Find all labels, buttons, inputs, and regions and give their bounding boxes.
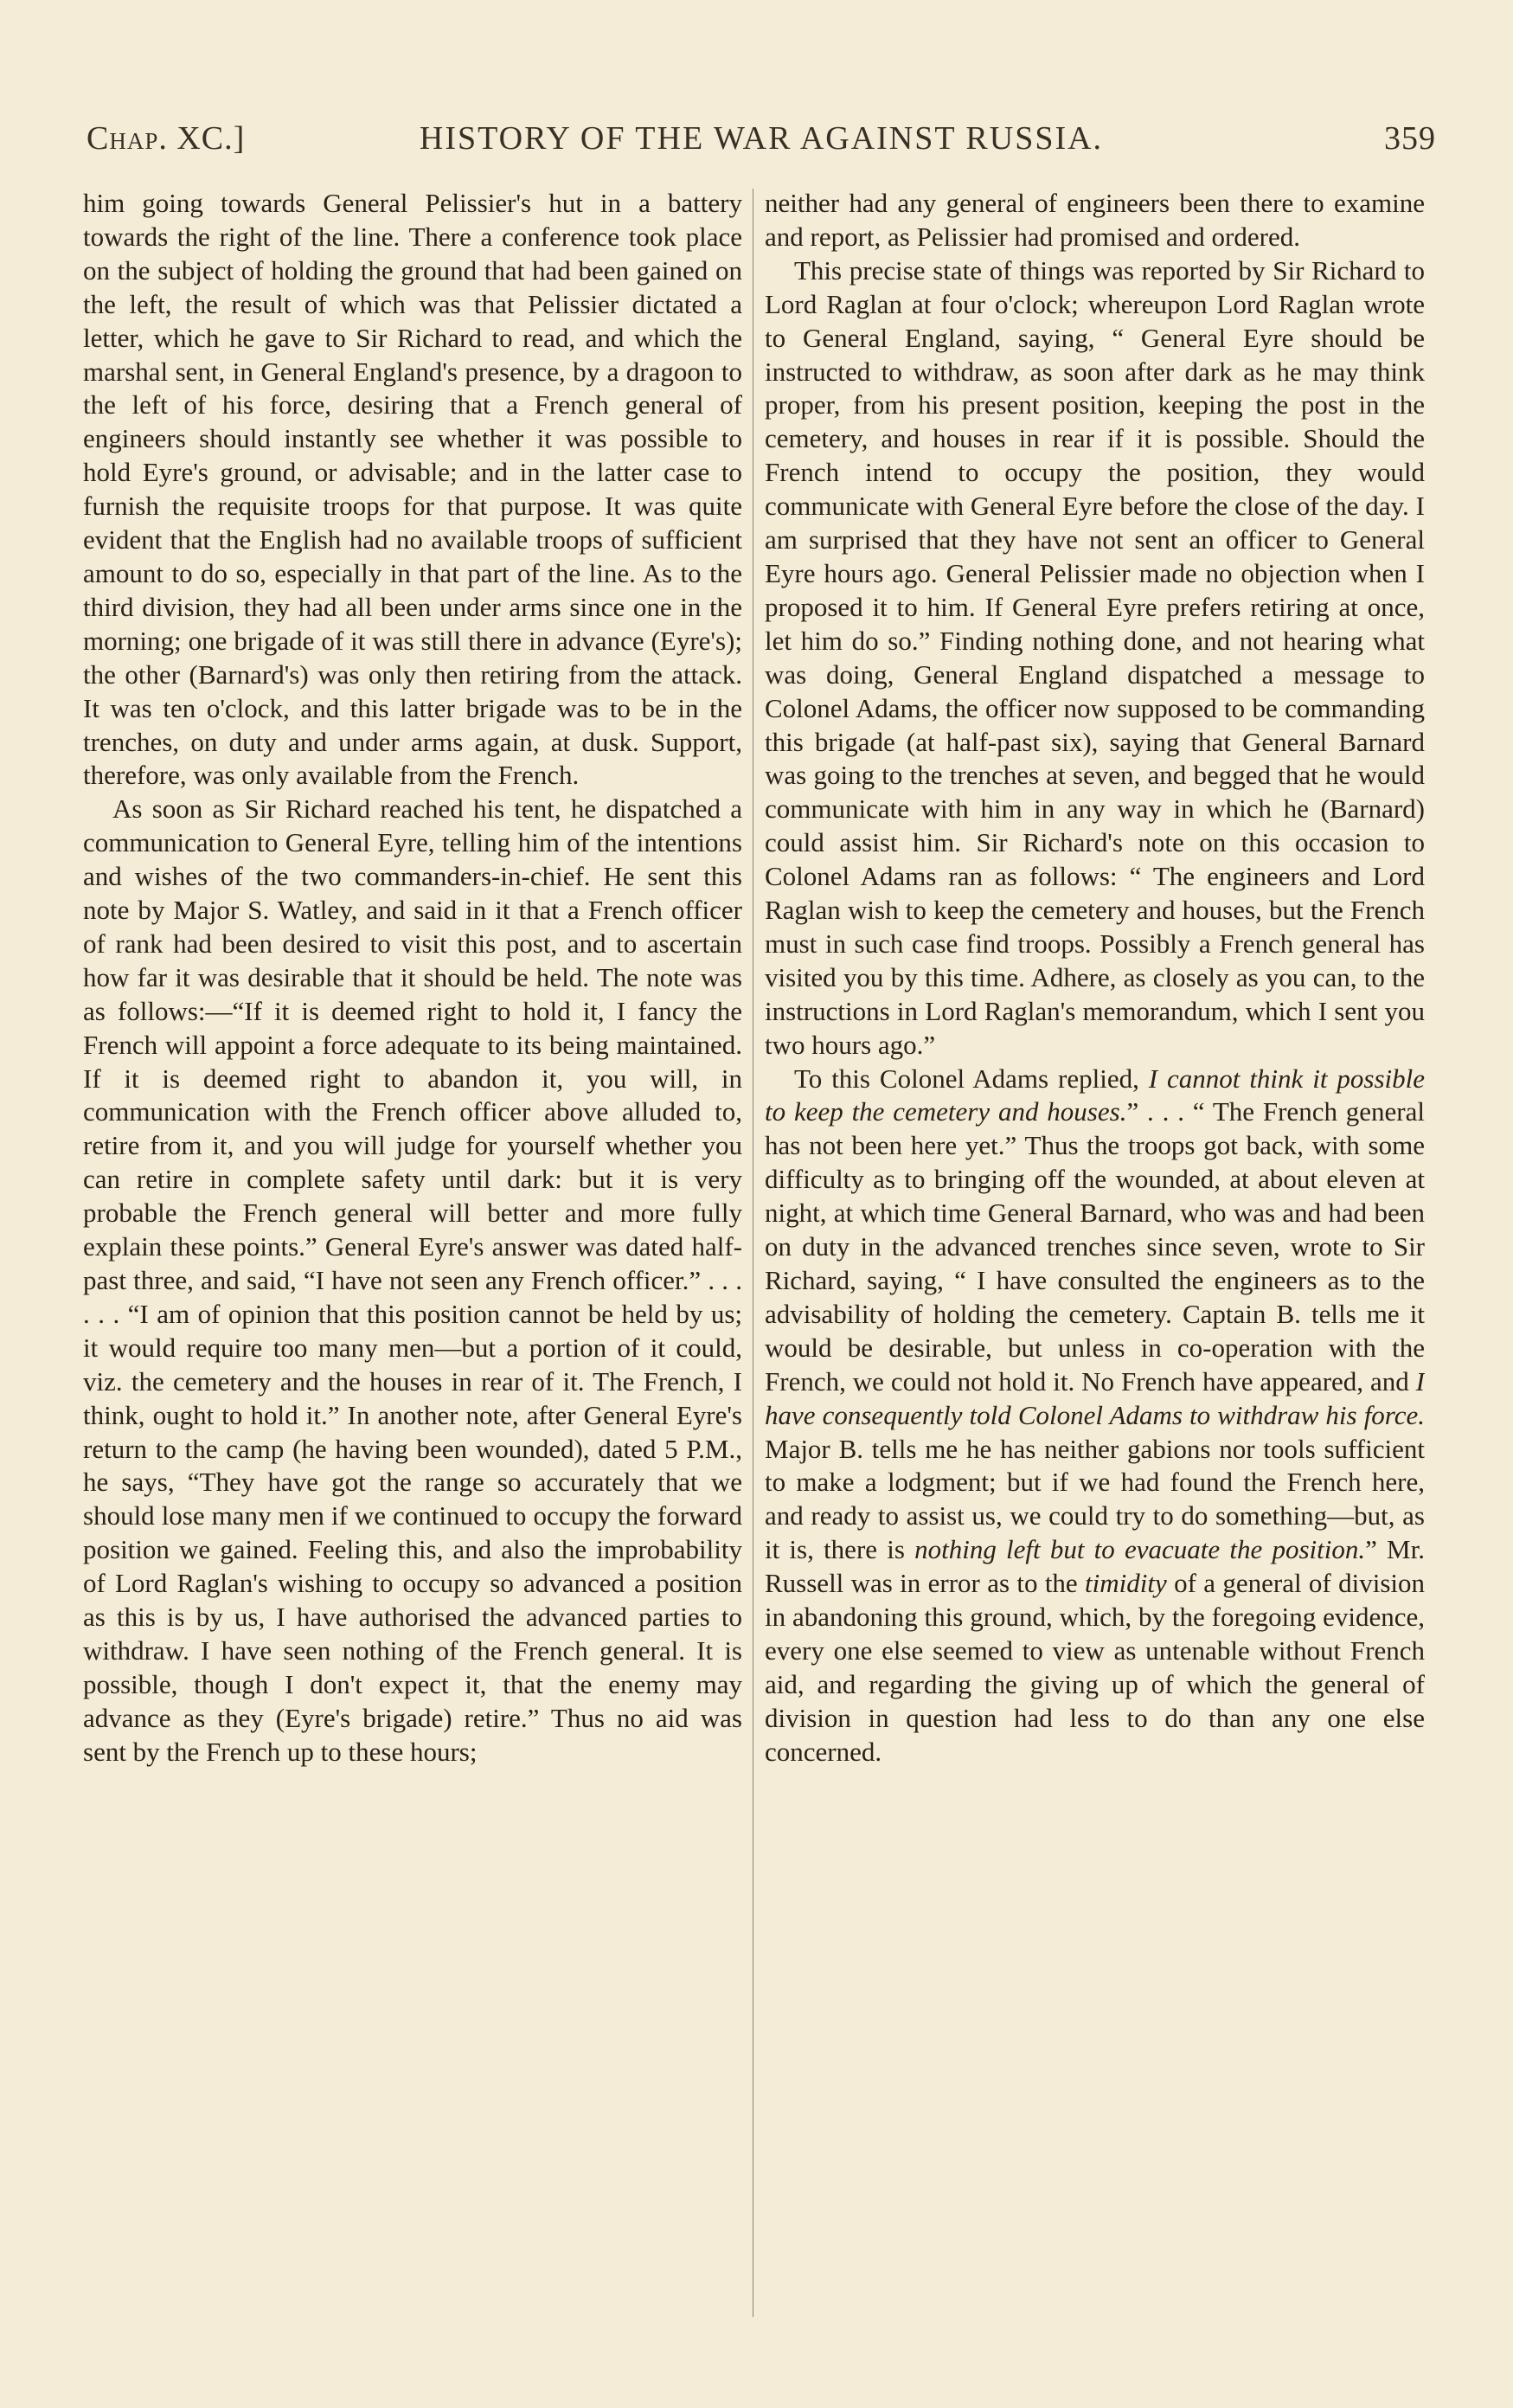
paragraph: him going towards General Pelissier's hut in a battery towards the right of the line. There a conference took place on the subject of holding the ground that had been gained on the left, the result of which was that Pelissier dictated a letter, which he gave to Sir Richard to read, and which the marshal sent, in General England's presence, by a dragoon to the left of his force, desiring that a French general of engineers should instantly see whether it was possible to hold Eyre's ground, or advisable; and in the latter case to furnish the requisite troops for that purpose. It was quite evident that the English had no available troops of sufficient amount to do so, especially in that part of the line. As to the third division, they had all been under arms since one in the morning; one brigade of it was still there in advance (Eyre's); the other (Barnard's) was only then retiring from the attack. It was ten o'clock, and this latter brigade was to be in the trenches, on duty and under arms again, at dusk. Support, therefore, was only available from the French.	[83, 188, 742, 791]
text-run: of a general of division in abandoning this ground, which, by the foregoing evidence, every one else seemed to view as untenable without French aid, and regarding the giving up of which the general of division in question had less to do than any one else concerned.	[765, 1568, 1425, 1767]
italic-word: timidity	[1085, 1568, 1167, 1599]
text-run: To this Colonel Adams replied,	[794, 1063, 1149, 1094]
page-number: 359	[1384, 120, 1436, 157]
italic-quote: nothing left but to evacuate the position.	[914, 1534, 1366, 1565]
paragraph	[765, 1063, 1425, 1769]
chapter-label: Chap. XC.]	[87, 120, 246, 157]
paragraph: This precise state of things was reported by Sir Richard to Lord Raglan at four o'clock; whereupon Lord Raglan wrote to General England, saying, “ General Eyre should be instructed to withdraw, as soon after dark as he may think proper, from his present position, keeping the post in the cemetery, and houses in rear if it is possible. Should the French intend to occupy the position, they would communicate with General Eyre before the close of the day. I am surprised that they have not sent an officer to General Eyre hours ago. General Pelissier made no objection when I proposed it to him. If General Eyre prefers retiring at once, let him do so.” Finding nothing done, and not hearing what was doing, General England dispatched a message to Colonel Adams, the officer now supposed to be commanding this brigade (at half-past six), saying that General Barnard was going to the trenches at seven, and begged that he would communicate with him in any way in which he (Barnard) could assist him. Sir Richard's note on this occasion to Colonel Adams ran as follows: “ The engineers and Lord Raglan wish to keep the cemetery and houses, but the French must in such case find troops. Possibly a French general has visited you by this time. Adhere, as closely as you can, to the instructions in Lord Raglan's memorandum, which I sent you two hours ago.”	[765, 254, 1425, 1060]
left-column	[83, 187, 742, 2333]
italic-quote: I have consequently told Colonel Adams to withdraw his force.	[765, 1365, 1425, 1430]
paragraph: As soon as Sir Richard reached his tent, he dispatched a communication to General Eyre, telling him of the intentions and wishes of the two commanders-in-chief. He sent this note by Major S. Watley, and said in it that a French officer of rank had been desired to visit this post, and to ascertain how far it was desirable that it should be held. The note was as follows:—“If it is deemed right to hold it, I fancy the French will appoint a force adequate to its being maintained. If it is deemed right to abandon it, you will, in communication with the French officer above alluded to, retire from it, and you will judge for yourself whether you can retire in complete safety until dark: but it is very probable the French general will better and more fully explain these points.” General Eyre's answer was dated half-past three, and said, “I have not seen any French officer.” . . . . . . “I am of opinion that this position cannot be held by us; it would require too many men—but a portion of it could, viz. the cemetery and the houses in rear of it. The French, I think, ought to hold it.” In another note, after General Eyre's return to the camp (he having been wounded), dated 5 P.M., he says, “They have got the range so accurately that we should lose many men if we continued to occupy the forward position we gained. Feeling this, and also the improbability of Lord Raglan's wishing to occupy so advanced a position as this is by us, I have authorised the advanced parties to withdraw. I have seen nothing of the French general. It is possible, though I don't expect it, that the enemy may advance as they (Eyre's brigade) retire.” Thus no aid was sent by the French up to these hours;	[83, 793, 742, 1767]
right-column	[765, 187, 1425, 2333]
text-run: Major B. tells me he has neither gabions nor tools sufficient to make a lodgment; but if we had found the French here, and ready to assist us, we could try to do something—but, as it is, there is	[765, 1433, 1425, 1565]
italic-quote: I cannot think it possible to keep the cemetery and houses.	[765, 1063, 1425, 1127]
running-header	[87, 119, 1436, 171]
paragraph: neither had any general of engineers been there to examine and report, as Pelissier had promised and ordered.	[765, 188, 1425, 252]
text-run: ” Mr. Russell was in error as to the	[765, 1534, 1425, 1599]
running-title: HISTORY OF THE WAR AGAINST RUSSIA.	[419, 120, 1104, 157]
text-run: ” . . . “ The French general has not been here yet.” Thus the troops got back, with some difficulty as to bringing off the wounded, at about eleven at night, at which time General Barnard, who was and had been on duty in the advanced trenches since seven, wrote to Sir Richard, saying, “ I have consulted the engineers as to the advisability of holding the cemetery. Captain B. tells me it would be desirable, but unless in co-operation with the French, we could not hold it. No French have appeared, and	[765, 1096, 1425, 1397]
